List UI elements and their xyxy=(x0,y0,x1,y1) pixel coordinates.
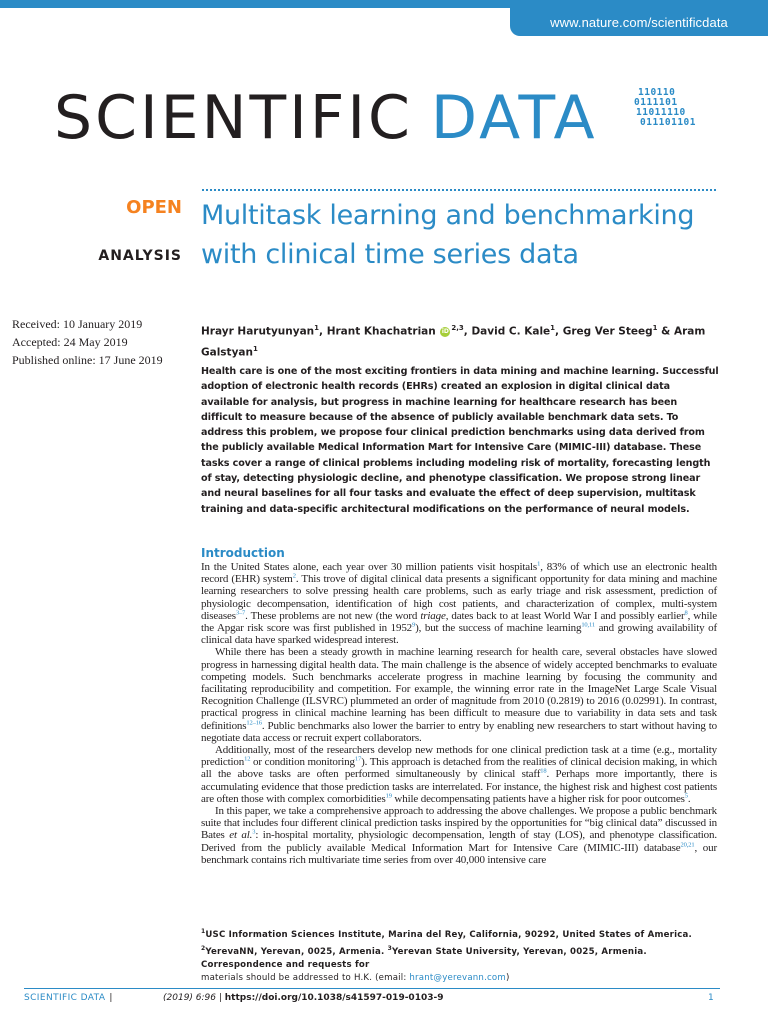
author-list: Hrayr Harutyunyan$^1$, Hrant Khachatrian iD $^{2,3}$, David C. Kale$^1$, Greg Ver Steeg$^1$ & Aram Galstyan$^1$ xyxy=(201,324,706,358)
binary-line: 011101101 xyxy=(640,117,696,128)
text-run: . Perhaps more importantly, there is accumulating evidence that those prediction tasks are interrelated. For instance, the highest risk and highest cost patients are often those with complex comorbidities xyxy=(201,768,717,805)
logo-word-scientific: SCIENTIFIC xyxy=(54,83,413,153)
title-dotted-divider xyxy=(202,189,716,191)
reference-link[interactable]: 20,21 xyxy=(680,841,695,849)
introduction-body xyxy=(201,561,717,866)
author-name[interactable]: Hrant Khachatrian xyxy=(326,325,436,338)
article-title: Multitask learning and benchmarking with clinical time series data xyxy=(201,200,695,270)
text-run: In the United States alone, each year over 30 million patients visit hospitals xyxy=(201,561,538,573)
text-run: In this paper, we take a comprehensive approach to addressing the above challenges. We propose a public benchmark suite that includes four different clinical prediction tasks inspired by the opportunities for “big clinical data” discussed in Bates xyxy=(201,805,717,842)
reference-link[interactable]: 17 xyxy=(354,755,362,763)
footnote-marker: 3 xyxy=(387,944,392,952)
author-name[interactable]: Hrayr Harutyunyan xyxy=(201,325,315,338)
text-run: : in-hospital mortality, physiologic decompensation, length of stay (LOS), and phenotype classification. Derived from the publicly available Medical Information Mart for Intensive Care (MIMIC-III) database xyxy=(201,829,717,854)
text-run: While there has been a steady growth in machine learning research for health care, several obstacles have slowed progress in harnessing digital health data. The main challenge is the absence of widely accepted benchmarks to evaluate competing models. Such benchmarks accelerate progress in machine learning by focusing the community and facilitating reproducibility and competition. For example, the winning error rate in the ImageNet Large Scale Visual Recognition Challenge (ILSVRC) plummeted an order of magnitude from 2010 (0.2819) to 2016 (0.02991). In contrast, practical progress in clinical machine learning has been difficult to measure due to variability in data sets and task definitions xyxy=(201,646,717,732)
text-run: . This trove of digital clinical data presents a significant opportunity for data mining and machine learning researchers to solve pressing health care problems, such as early triage and risk assessment, prediction of physiologic decompensation, identification of high cost patients, and characterization of complex, multi-system diseases xyxy=(201,573,718,622)
email-link[interactable]: hrant@yerevann.com xyxy=(409,972,506,983)
reference-link[interactable]: 1 xyxy=(537,560,541,568)
author-name[interactable]: David C. Kale xyxy=(471,325,551,338)
reference-link[interactable]: 3 xyxy=(252,828,256,836)
logo-binary-graphic xyxy=(630,88,720,128)
author-affiliation: 1 xyxy=(652,324,658,332)
journal-url-link[interactable]: www.nature.com/scientificdata xyxy=(510,8,768,36)
reference-link[interactable]: 12 xyxy=(244,755,251,763)
footnote-marker: 1 xyxy=(201,928,206,935)
paragraph xyxy=(201,744,717,805)
correspondence-text-end: ) xyxy=(505,972,510,983)
received-date: Received: 10 January 2019 xyxy=(12,317,143,331)
binary-line: 110110 xyxy=(638,87,676,98)
footer-journal-word1: SCIENTIFIC xyxy=(24,993,78,1003)
logo-word-data: DATA xyxy=(430,83,598,153)
text-run: ). This approach is detached from the realities of clinical decision making, in which all the above tasks are often performed simultaneously by clinical staff xyxy=(201,756,717,781)
text-run: , our benchmark contains rich multivariate time series from over 40,000 intensive care xyxy=(201,841,717,866)
abstract-text: Health care is one of the most exciting frontiers in data mining and machine learning. Successful adoption of electronic health records (EHRs) created an explosion in digital clinical data available for analysis, but progress in machine learning for healthcare research has been difficult to measure because of the absence of publicly available benchmark data sets. To address this problem, we propose four clinical prediction benchmarks using data derived from the publicly available Medical Information Mart for Intensive Care (MIMIC-III) database. These tasks cover a range of clinical problems including modeling risk of mortality, forecasting length of stay, detecting physiologic decline, and phenotype classification. We propose strong linear and neural baselines for all four tasks and evaluate the effect of deep supervision, multitask training and data-specific architectural modifications on the performance of neural models. xyxy=(201,366,719,515)
text-run: , 83% of which use an electronic health record (EHR) system xyxy=(201,561,717,586)
accepted-date: Accepted: 24 May 2019 xyxy=(12,335,128,349)
section-heading-introduction: Introduction xyxy=(201,546,285,560)
text-run: or condition monitoring xyxy=(250,756,355,769)
doi-link[interactable]: https://doi.org/10.1038/s41597-019-0103-9 xyxy=(224,993,444,1003)
reference-link[interactable]: 10,11 xyxy=(581,621,595,629)
reference-link[interactable]: 19 xyxy=(385,792,392,800)
footnote-marker: 2 xyxy=(201,944,206,952)
binary-line: 11011110 xyxy=(636,107,686,118)
reference-link[interactable]: 2 xyxy=(292,572,296,580)
affiliation-text: USC Information Sciences Institute, Marina del Rey, California, 90292, United States of America. xyxy=(205,929,692,940)
author-affiliation: 2,3 xyxy=(451,324,464,332)
published-date: Published online: 17 June 2019 xyxy=(12,353,163,367)
page-number: 1 xyxy=(708,993,714,1003)
open-access-label: OPEN xyxy=(126,197,182,218)
footer-journal-name xyxy=(24,993,117,1003)
author-name[interactable]: Greg Ver Steeg xyxy=(562,325,653,338)
article-type-label: ANALYSIS xyxy=(98,248,182,264)
paragraph xyxy=(201,561,717,646)
abstract xyxy=(201,364,719,517)
footer-separator: | xyxy=(109,993,113,1003)
text-run: . These problems are not new (the word xyxy=(245,609,421,622)
reference-link[interactable]: 3–7 xyxy=(235,609,246,617)
text-run-italic: et al. xyxy=(229,829,253,842)
citation-volume: (2019) 6:96 xyxy=(163,993,216,1003)
author-name[interactable]: Aram Galstyan xyxy=(201,325,706,358)
text-run: ), but the success of machine learning xyxy=(415,622,582,635)
binary-line: 0111101 xyxy=(634,97,678,108)
reference-link[interactable]: 18 xyxy=(540,767,547,775)
text-run: . xyxy=(687,792,691,805)
top-accent-bar xyxy=(0,0,768,8)
text-run: Additionally, most of the researchers develop new methods for one clinical prediction task at a time (e.g., mortality prediction xyxy=(201,744,717,769)
publication-dates xyxy=(12,315,192,369)
affiliation-text: YerevaNN, Yerevan, 0025, Armenia. xyxy=(205,946,388,957)
reference-link[interactable]: 12–16 xyxy=(246,718,262,726)
affiliation-text: Yerevan State University, Yerevan, 0025, Armenia. Correspondence and requests for xyxy=(201,946,647,970)
text-run: and growing availability of clinical data have sparked widespread interest. xyxy=(201,622,717,647)
text-run: , while the Apgar risk score was first published in 1952 xyxy=(201,609,717,635)
reference-link[interactable]: 9 xyxy=(412,621,416,629)
affiliation-footnote xyxy=(201,925,719,985)
footer-rule xyxy=(24,988,720,989)
reference-link[interactable]: 8 xyxy=(684,609,688,617)
text-run-italic: triage xyxy=(420,609,446,622)
paragraph xyxy=(201,646,717,744)
author-affiliation: 1 xyxy=(550,324,556,332)
reference-link[interactable]: 5 xyxy=(684,792,688,800)
text-run: , dates back to at least World War I and possibly earlier xyxy=(445,609,685,622)
page-footer xyxy=(0,988,768,1010)
author-affiliation: 1 xyxy=(314,324,320,332)
journal-logo xyxy=(54,78,598,158)
paragraph xyxy=(201,805,717,866)
text-run: while decompensating patients have a higher risk for poor outcomes xyxy=(391,792,685,805)
footer-journal-word2: DATA xyxy=(80,993,106,1003)
footer-citation: (2019) 6:96 | https://doi.org/10.1038/s41597-019-0103-9 xyxy=(163,993,444,1003)
author-affiliation: 1 xyxy=(252,344,258,353)
correspondence-text: materials should be addressed to H.K. (email: xyxy=(201,972,410,983)
orcid-icon[interactable]: iD xyxy=(441,327,449,335)
text-run: . Public benchmarks also lower the barrier to entry by enabling new researchers to start without having to negotiate data access or recruit expert collaborators. xyxy=(201,719,717,744)
